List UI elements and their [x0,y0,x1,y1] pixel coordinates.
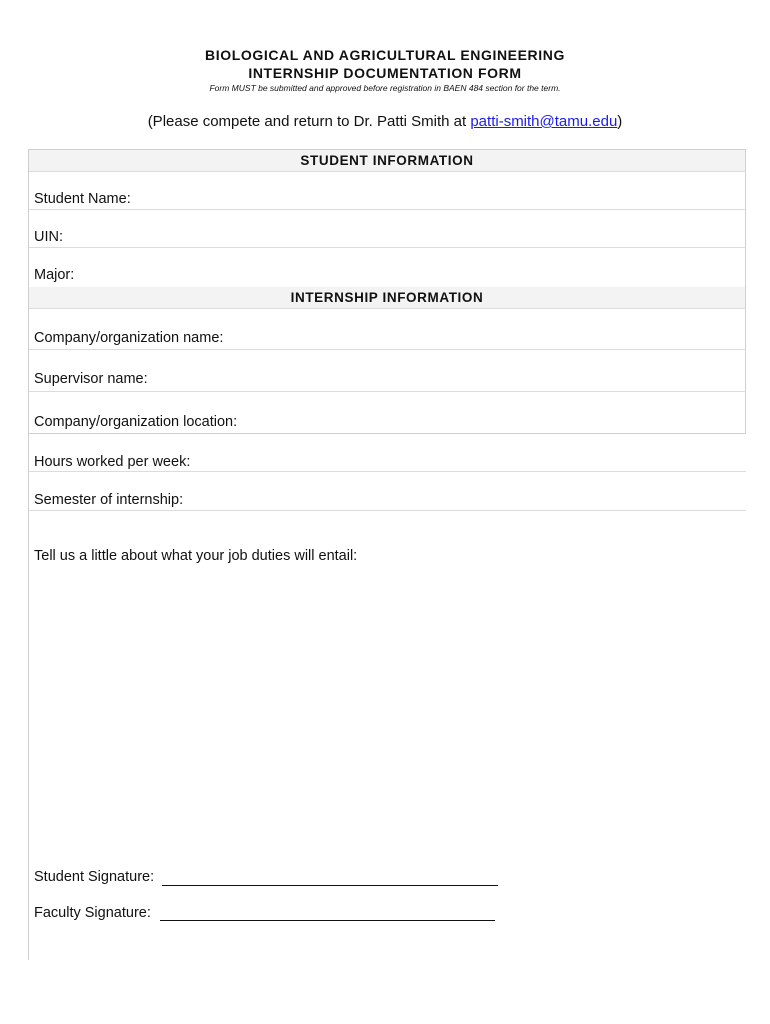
student-signature-label: Student Signature: [34,869,155,885]
form-title-line-2: INTERNSHIP DOCUMENTATION FORM [248,65,522,81]
student-name-label: Student Name: [34,191,131,207]
hours-per-week-label: Hours worked per week: [34,454,191,470]
divider [29,349,746,350]
student-signature-line [162,885,498,886]
return-instruction [0,113,770,130]
divider [29,247,746,248]
major-label: Major: [34,267,75,283]
divider [29,471,746,472]
company-name-label: Company/organization name: [34,330,224,346]
company-location-label: Company/organization location: [34,414,238,430]
supervisor-name-label: Supervisor name: [34,371,148,387]
semester-label: Semester of internship: [34,492,184,508]
internship-info-heading: INTERNSHIP INFORMATION [29,287,745,308]
instruction-suffix: ) [617,113,623,130]
student-info-heading: STUDENT INFORMATION [29,150,745,171]
job-duties-prompt: Tell us a little about what your job duties will entail: [34,548,358,564]
divider [29,391,746,392]
instruction-prefix: (Please compete and return to Dr. Patti Smith at [147,113,471,130]
email-link[interactable]: patti-smith@tamu.edu [470,113,618,130]
divider [29,171,746,172]
divider [29,510,746,511]
faculty-signature-line [160,920,495,921]
divider [29,209,746,210]
faculty-signature-label: Faculty Signature: [34,905,151,921]
submission-note: Form MUST be submitted and approved before registration in BAEN 484 section for the term. [209,83,561,93]
form-left-border [28,434,29,960]
divider [29,308,746,309]
uin-label: UIN: [34,229,63,245]
form-title-line-1: BIOLOGICAL AND AGRICULTURAL ENGINEERING [205,47,565,63]
